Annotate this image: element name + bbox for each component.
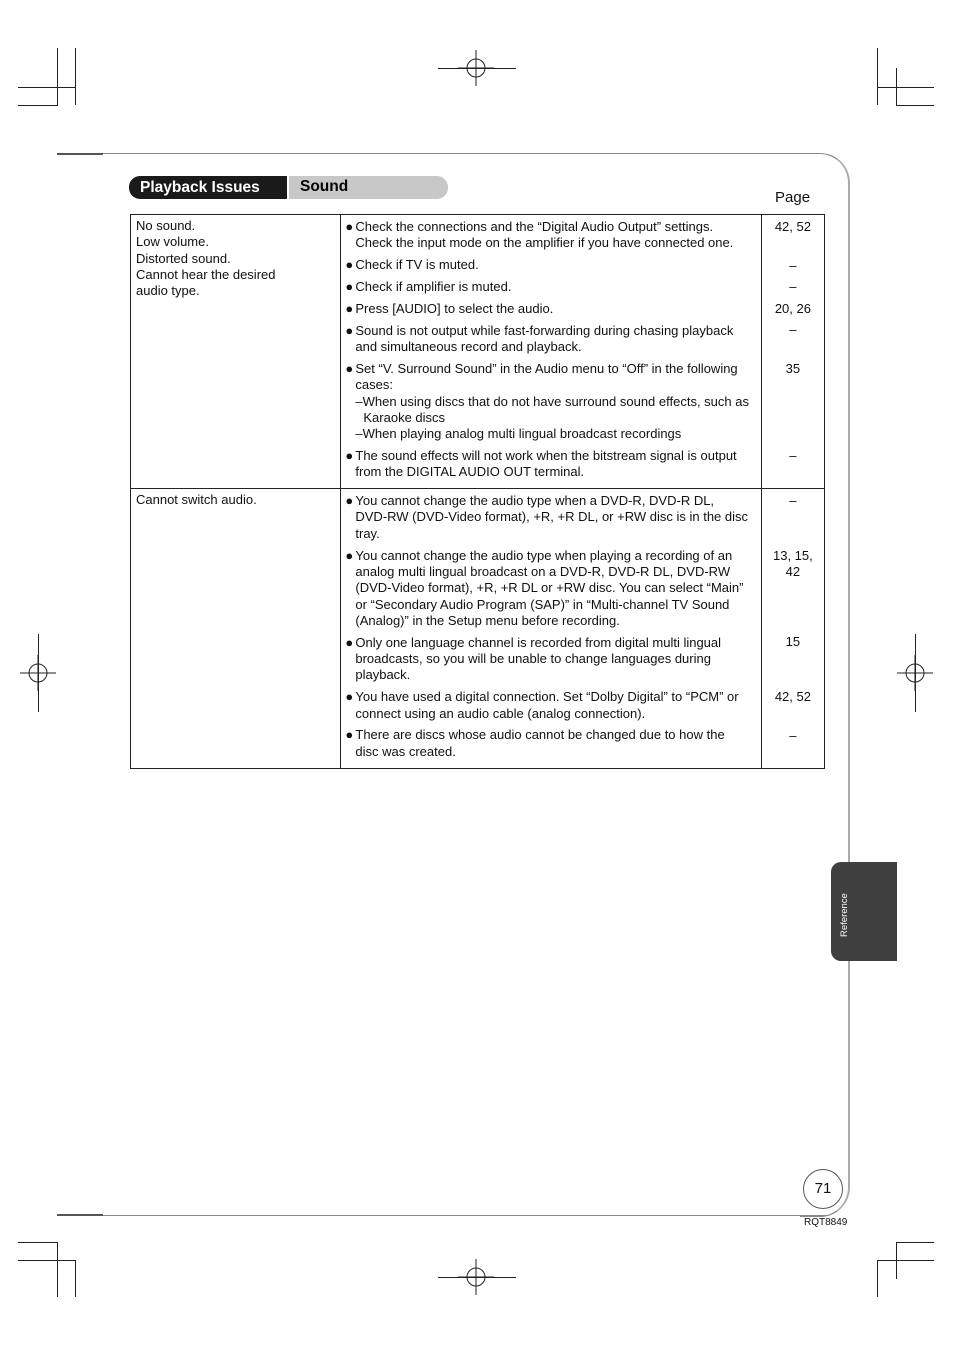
symptom-line: Cannot switch audio. (136, 492, 257, 508)
page-reference (764, 548, 822, 629)
solution-line: The sound effects will not work when the bitstream signal is output (355, 448, 737, 464)
solution-line: playback. (355, 667, 411, 683)
page-reference (764, 219, 822, 252)
bullet-icon: ● (345, 279, 354, 295)
solution-line: cases: (355, 377, 393, 393)
bullet-icon: ● (345, 219, 354, 234)
page-reference (764, 493, 822, 542)
bullet-icon: ● (345, 634, 354, 650)
bullet-icon: ● (345, 257, 354, 273)
bullet-icon: ● (345, 300, 354, 316)
symptom-line: Cannot hear the desired (136, 266, 276, 282)
crop-mark (75, 48, 76, 105)
solution-item (345, 448, 756, 481)
page-frame-bottom (57, 1215, 827, 1216)
crop-mark (18, 105, 58, 106)
page-reference-cell (761, 489, 824, 769)
crop-mark (18, 1260, 75, 1261)
solution-line: You have used a digital connection. Set “Dolby Digital” to “PCM” or (355, 689, 739, 705)
bullet-icon: ● (345, 547, 354, 563)
crop-mark (896, 1242, 934, 1243)
solution-line: (DVD-Video format), +R, +R DL or +RW disc. You can select “Main” (355, 580, 744, 596)
crop-mark (18, 1242, 58, 1243)
solution-item (345, 279, 756, 295)
symptom-line: No sound. (136, 218, 196, 233)
symptom-line: Distorted sound. (136, 250, 231, 266)
page-reference (764, 689, 822, 722)
registration-tick (38, 634, 39, 712)
bullet-icon: ● (345, 727, 354, 743)
page-reference (764, 448, 822, 481)
solution-subitem: –When playing analog multi lingual broadcast recordings (355, 426, 682, 442)
page-reference-value: 42, 52 (774, 688, 811, 704)
solution-line: Press [AUDIO] to select the audio. (355, 300, 554, 316)
page-reference-value: 15 (785, 634, 801, 650)
table-row (131, 489, 825, 769)
solution-line: Check the connections and the “Digital Audio Output” settings. (355, 219, 714, 234)
registration-tick (915, 634, 916, 712)
page-reference-value: 20, 26 (774, 300, 811, 316)
crop-mark (57, 48, 58, 105)
page-reference-value: – (789, 493, 797, 509)
page-frame-accent (57, 1214, 103, 1216)
crop-mark (57, 1242, 58, 1297)
solution-line: Sound is not output while fast-forwarding during chasing playback (355, 322, 734, 338)
symptom-cell (131, 489, 341, 769)
model-code: RQT8849 (804, 1217, 848, 1228)
solution-line: Set “V. Surround Sound” in the Audio menu to “Off” in the following (355, 361, 738, 377)
crop-mark (877, 1260, 934, 1261)
solution-line: Check the input mode on the amplifier if you have connected one. (355, 235, 734, 251)
page-reference-value: 13, 15, (773, 547, 813, 563)
table-row (131, 215, 825, 489)
solution-item (345, 323, 756, 356)
solution-line: connect using an audio cable (analog connection). (355, 705, 646, 721)
page-frame-top (57, 153, 820, 154)
solution-item (345, 219, 756, 252)
page-reference (764, 634, 822, 683)
solution-item (345, 361, 756, 442)
symptom-cell (131, 215, 341, 489)
side-tab-label: Reference (839, 893, 850, 937)
page-reference-value: 42, 52 (774, 219, 811, 234)
crop-mark (877, 1260, 878, 1297)
solution-line: tray. (355, 525, 380, 541)
page-reference (764, 301, 822, 317)
solution-line: Check if amplifier is muted. (355, 279, 512, 295)
topic-label: Sound (289, 176, 448, 199)
section-label: Playback Issues (129, 176, 287, 199)
solution-item (345, 257, 756, 273)
bullet-icon: ● (345, 322, 354, 338)
page-reference-value: 42 (785, 564, 801, 580)
page-column-label: Page (775, 189, 811, 206)
page-frame-accent (57, 153, 103, 155)
section-header (129, 176, 448, 199)
page-reference-cell (761, 215, 824, 489)
bullet-icon: ● (345, 361, 354, 377)
solution-line: disc was created. (355, 743, 456, 759)
page-reference (764, 322, 822, 355)
solution-line: You cannot change the audio type when playing a recording of an (355, 547, 733, 563)
solution-item (345, 493, 756, 542)
bullet-icon: ● (345, 689, 354, 705)
solution-line: Only one language channel is recorded from digital multi lingual (355, 634, 722, 650)
page-reference-value: 35 (785, 360, 801, 376)
crop-mark (18, 87, 75, 88)
solution-line: You cannot change the audio type when a DVD-R, DVD-R DL, (355, 493, 715, 509)
solution-item (345, 689, 756, 722)
solution-line: and simultaneous record and playback. (355, 339, 582, 355)
page-number: 71 (803, 1169, 843, 1209)
page-reference-value: – (789, 447, 797, 463)
page-reference-value: – (789, 257, 797, 273)
solution-line: analog multi lingual broadcast on a DVD-R, DVD-R DL, DVD-RW (355, 563, 731, 579)
page-reference (764, 728, 822, 761)
symptom-line: audio type. (136, 283, 200, 299)
page-reference-value: – (789, 322, 797, 338)
solution-line: DVD-RW (DVD-Video format), +R, +R DL, or +RW disc is in the disc (355, 509, 749, 525)
troubleshooting-table (130, 214, 825, 769)
solution-line: or “Secondary Audio Program (SAP)” in “Multi-channel TV Sound (355, 596, 730, 612)
solution-item (345, 548, 756, 629)
solution-line: broadcasts, so you will be unable to change languages during (355, 651, 711, 667)
bullet-icon: ● (345, 493, 354, 509)
page-reference-value: – (789, 727, 797, 743)
bullet-icon: ● (345, 448, 354, 464)
solution-line: There are discs whose audio cannot be changed due to how the (355, 727, 725, 743)
page-reference-value: – (789, 279, 797, 295)
registration-tick (438, 1277, 516, 1278)
crop-mark (877, 87, 934, 88)
page-reference (764, 279, 822, 295)
solution-line: from the DIGITAL AUDIO OUT terminal. (355, 464, 585, 480)
solution-line: (Analog)” in the Setup menu before recording. (355, 612, 620, 628)
solution-cell (341, 215, 761, 489)
crop-mark (75, 1260, 76, 1297)
page-reference (764, 361, 822, 442)
solution-item (345, 635, 756, 684)
solution-line: Check if TV is muted. (355, 257, 479, 273)
solution-item (345, 301, 756, 317)
crop-mark (896, 105, 934, 106)
solution-item (345, 727, 756, 760)
solution-cell (341, 489, 761, 769)
registration-tick (438, 68, 516, 69)
solution-subitem: –When using discs that do not have surround sound effects, such as Karaoke discs (355, 393, 749, 425)
crop-mark (877, 48, 878, 105)
symptom-line: Low volume. (136, 234, 209, 250)
page-reference (764, 258, 822, 274)
